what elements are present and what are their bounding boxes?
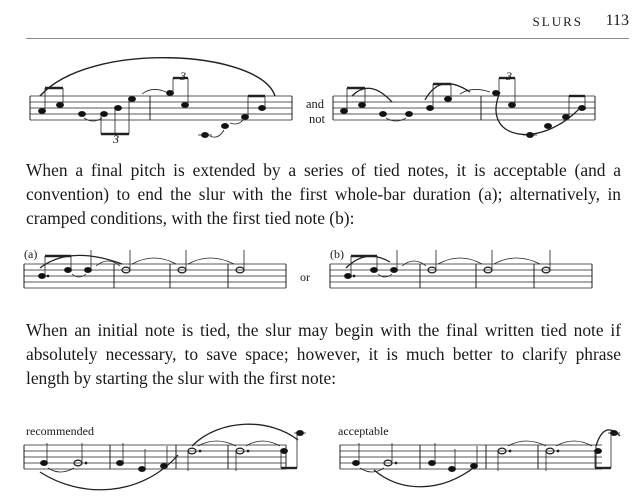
label-recommended: recommended	[26, 424, 94, 438]
example-2-b	[330, 250, 592, 288]
tuplet-3-b: 3	[113, 132, 119, 146]
tuplet-3-c: 3	[506, 69, 512, 83]
example-3-recommended	[24, 424, 306, 490]
section-title: SLURS	[532, 14, 583, 29]
example-1-right	[333, 78, 595, 138]
example-2-a	[24, 250, 286, 288]
connector-or: or	[300, 270, 310, 284]
connector-not: not	[309, 112, 325, 126]
label-a: (a)	[24, 247, 38, 261]
page-number: 113	[605, 12, 629, 29]
label-b: (b)	[330, 247, 344, 261]
connector-and: and	[306, 97, 325, 111]
label-acceptable: acceptable	[338, 424, 389, 438]
paragraph-tied-initial: When an initial note is tied, the slur may begin with the final written tied note if absolutely necessary, to save space; however, it is much better to clarify phrase length by starting the slur with the first note:	[26, 320, 621, 388]
example-3-acceptable	[340, 430, 620, 487]
example-1-left	[30, 58, 292, 138]
tuplet-3-a: 3	[180, 69, 186, 83]
paragraph-tied-final: When a final pitch is extended by a series of tied notes, it is acceptable (and a convention) to end the slur with the first whole-bar duration (a); alternatively, in cramped conditions, with the first tied note (b):	[26, 160, 621, 228]
